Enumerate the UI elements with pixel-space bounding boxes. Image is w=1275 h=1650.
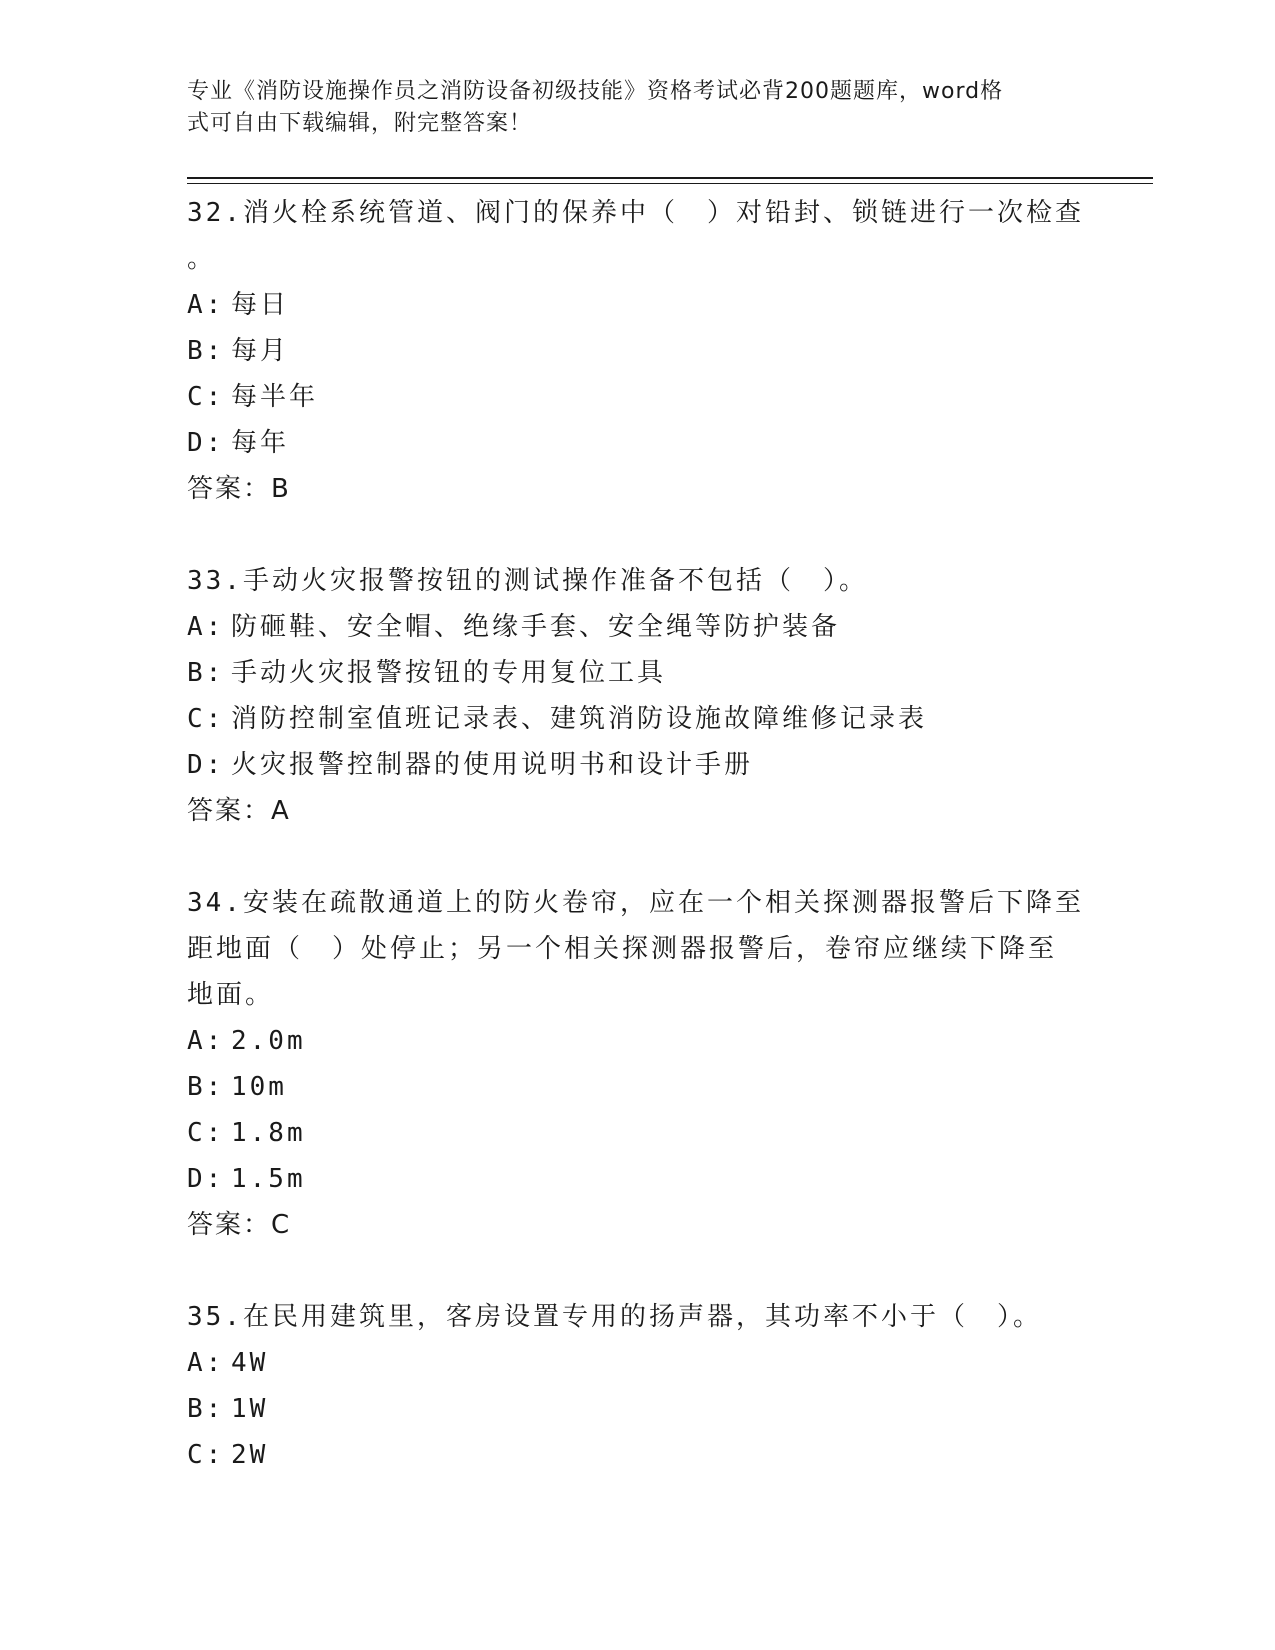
question-34 (187, 880, 1087, 1248)
option-label: A: (187, 1348, 225, 1378)
header-divider-thin (187, 183, 1153, 184)
question-stem: 。 (187, 244, 217, 274)
option-c (187, 696, 1087, 742)
option-label: C: (187, 704, 225, 734)
option-label: B: (187, 658, 225, 688)
option-label: C: (187, 1118, 225, 1148)
option-text: 2.0m (231, 1026, 306, 1056)
answer-line: 答案：A (187, 796, 291, 826)
question-stem: 35.在民用建筑里，客房设置专用的扬声器，其功率不小于（ ）。 (187, 1302, 1042, 1332)
question-stem: 距地面（ ）处停止；另一个相关探测器报警后，卷帘应继续下降至 (187, 934, 1058, 964)
option-label: D: (187, 428, 225, 458)
option-d (187, 742, 1087, 788)
option-a (187, 1340, 1087, 1386)
option-text: 每月 (231, 336, 290, 366)
option-text: 1.8m (231, 1118, 306, 1148)
header-divider-thick (187, 177, 1153, 179)
option-b (187, 650, 1087, 696)
question-32 (187, 190, 1087, 512)
option-d (187, 420, 1087, 466)
answer-line: 答案：B (187, 474, 291, 504)
question-stem: 地面。 (187, 980, 275, 1010)
option-c (187, 374, 1087, 420)
question-stem: 32.消火栓系统管道、阀门的保养中（ ）对铅封、锁链进行一次检查 (187, 198, 1084, 228)
question-stem: 33.手动火灾报警按钮的测试操作准备不包括（ ）。 (187, 566, 868, 596)
option-text: 防砸鞋、安全帽、绝缘手套、安全绳等防护装备 (231, 612, 841, 642)
header-line-1: 专业《消防设施操作员之消防设备初级技能》资格考试必背200题题库，word格 (187, 79, 1004, 104)
option-d (187, 1156, 1087, 1202)
option-b (187, 328, 1087, 374)
answer-line: 答案：C (187, 1210, 292, 1240)
option-label: C: (187, 382, 225, 412)
header-line-2: 式可自由下载编辑，附完整答案！ (187, 111, 533, 136)
option-label: C: (187, 1440, 225, 1470)
option-a (187, 1018, 1087, 1064)
option-text: 1.5m (231, 1164, 306, 1194)
option-c (187, 1110, 1087, 1156)
option-a (187, 604, 1087, 650)
option-label: D: (187, 1164, 225, 1194)
option-a (187, 282, 1087, 328)
question-33 (187, 558, 1087, 834)
option-label: B: (187, 1394, 225, 1424)
option-label: A: (187, 290, 225, 320)
option-b (187, 1386, 1087, 1432)
option-text: 每日 (231, 290, 290, 320)
question-stem: 34.安装在疏散通道上的防火卷帘，应在一个相关探测器报警后下降至 (187, 888, 1084, 918)
option-text: 2W (231, 1440, 269, 1470)
question-35 (187, 1294, 1087, 1478)
document-header (187, 76, 1067, 140)
option-label: D: (187, 750, 225, 780)
option-label: A: (187, 1026, 225, 1056)
option-text: 1W (231, 1394, 269, 1424)
option-text: 每年 (231, 428, 290, 458)
option-label: A: (187, 612, 225, 642)
option-b (187, 1064, 1087, 1110)
option-text: 每半年 (231, 382, 319, 412)
option-c (187, 1432, 1087, 1478)
option-label: B: (187, 336, 225, 366)
option-text: 手动火灾报警按钮的专用复位工具 (231, 658, 667, 688)
option-text: 10m (231, 1072, 287, 1102)
option-text: 4W (231, 1348, 269, 1378)
option-text: 消防控制室值班记录表、建筑消防设施故障维修记录表 (231, 704, 928, 734)
option-label: B: (187, 1072, 225, 1102)
option-text: 火灾报警控制器的使用说明书和设计手册 (231, 750, 754, 780)
question-list (187, 190, 1087, 1524)
